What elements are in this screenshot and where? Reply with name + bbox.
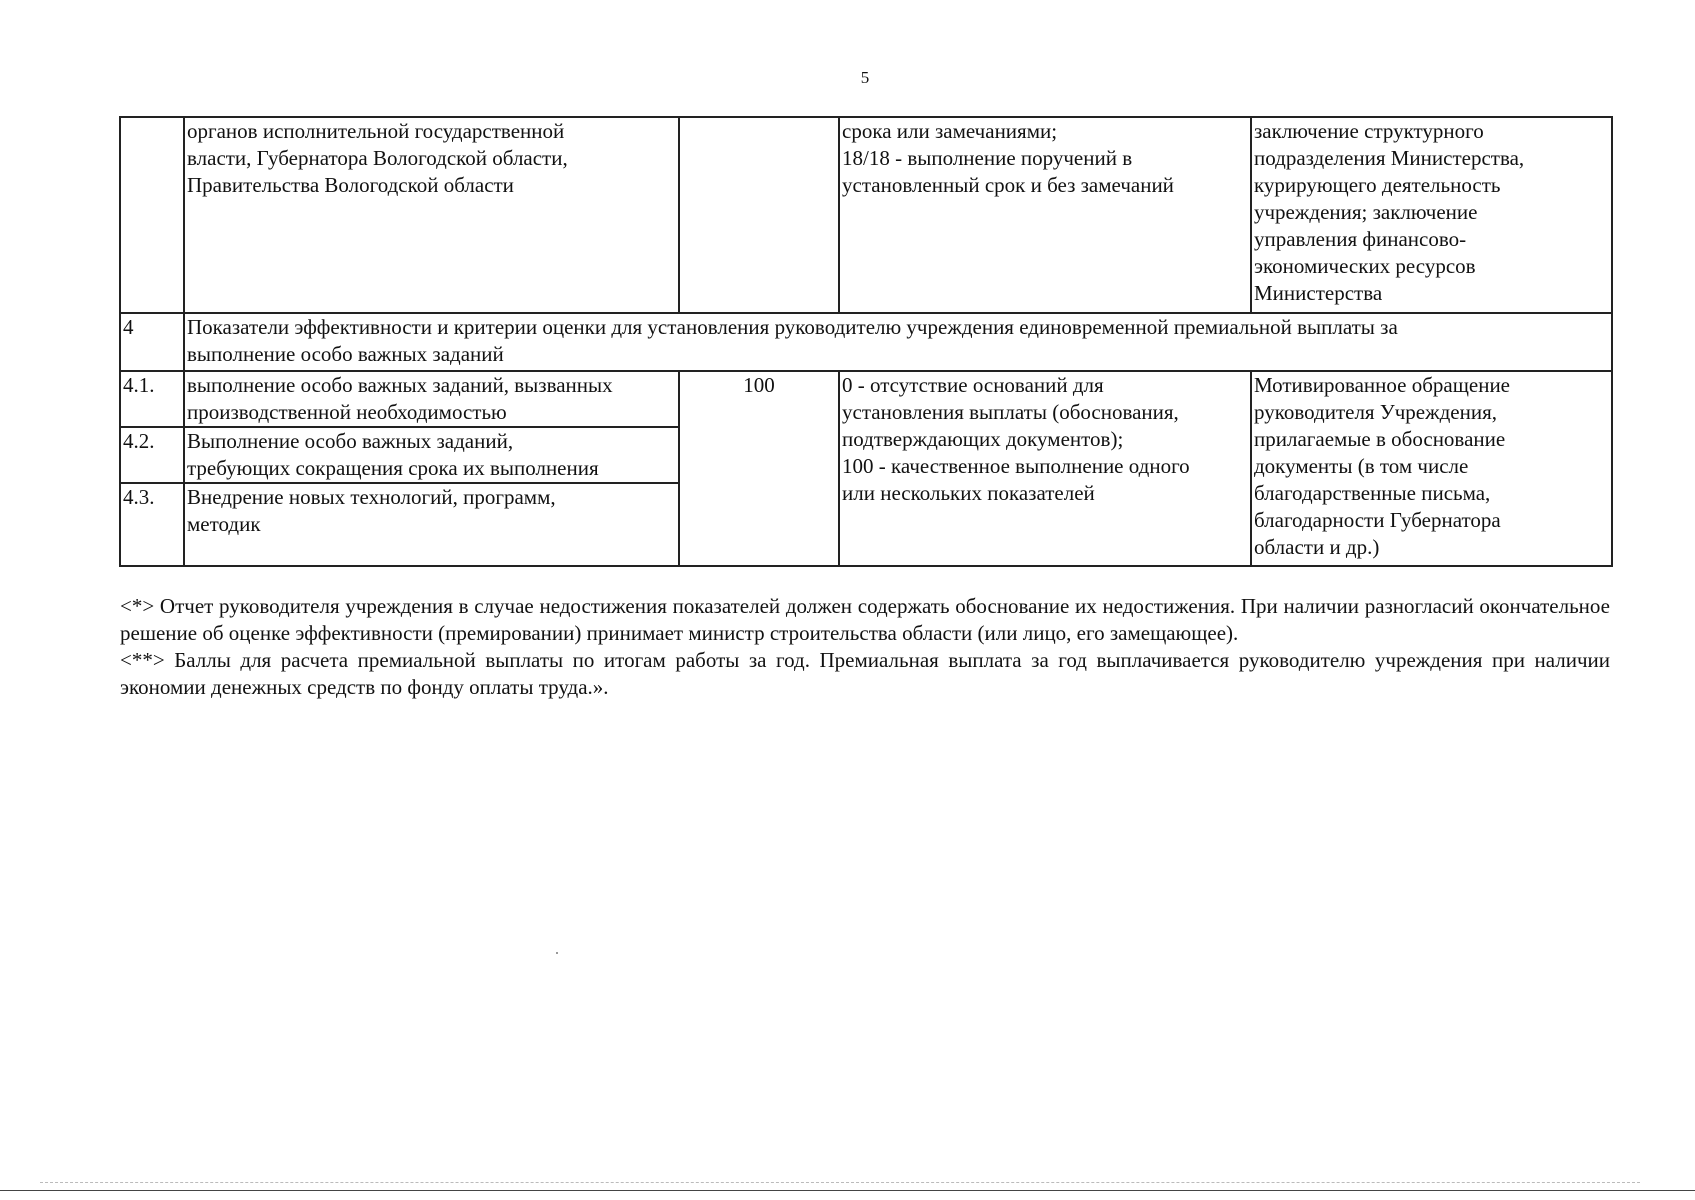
table-row <box>120 117 1612 313</box>
points-cell <box>679 117 839 313</box>
footnotes <box>120 593 1610 701</box>
row-number-cell: 4.3. <box>120 483 184 566</box>
indicator-cell: выполнение особо важных заданий, вызванных производственной необходимостью <box>184 371 679 427</box>
table-row <box>120 371 1612 427</box>
scan-speck <box>556 952 558 954</box>
section-title: Показатели эффективности и критерии оценки для установления руководителю учреждения единовременной премиальной выплаты за выполнение особо важных заданий <box>184 313 1612 371</box>
points-cell: 100 <box>679 371 839 566</box>
source-cell: заключение структурного подразделения Министерства, курирующего деятельность учреждения; заключение управления финансово- экономических ресурсов Министерства <box>1251 117 1612 313</box>
indicator-cell: Внедрение новых технологий, программ, методик <box>184 483 679 566</box>
source-cell: Мотивированное обращение руководителя Учреждения, прилагаемые в обоснование документы (в том числе благодарственные письма, благодарности Губернатора области и др.) <box>1251 371 1612 566</box>
row-number-cell: 4.2. <box>120 427 184 483</box>
row-number-cell <box>120 117 184 313</box>
row-number-cell: 4.1. <box>120 371 184 427</box>
criteria-cell: срока или замечаниями; 18/18 - выполнение поручений в установленный срок и без замечаний <box>839 117 1251 313</box>
scan-edge-line <box>0 1190 1695 1191</box>
footnote-1: <*> Отчет руководителя учреждения в случае недостижения показателей должен содержать обоснование их недостижения. При наличии разногласий окончательное решение об оценке эффективности (премировании) принимает министр строительства области (или лицо, его замещающее). <box>120 594 1610 645</box>
footnote-2: <**> Баллы для расчета премиальной выплаты по итогам работы за год. Премиальная выплата за год выплачивается руководителю учреждения при наличии экономии денежных средств по фонду оплаты труда.». <box>120 648 1610 699</box>
indicator-cell: Выполнение особо важных заданий, требующих сокращения срока их выполнения <box>184 427 679 483</box>
scan-edge-dashed <box>40 1182 1640 1183</box>
criteria-cell: 0 - отсутствие оснований для установления выплаты (обоснования, подтверждающих документов); 100 - качественное выполнение одного или нескольких показателей <box>839 371 1251 566</box>
criteria-table <box>119 116 1613 567</box>
page-number: 5 <box>860 68 870 87</box>
section-row <box>120 313 1612 371</box>
section-number: 4 <box>120 313 184 371</box>
indicator-cell: органов исполнительной государственной власти, Губернатора Вологодской области, Правительства Вологодской области <box>184 117 679 313</box>
